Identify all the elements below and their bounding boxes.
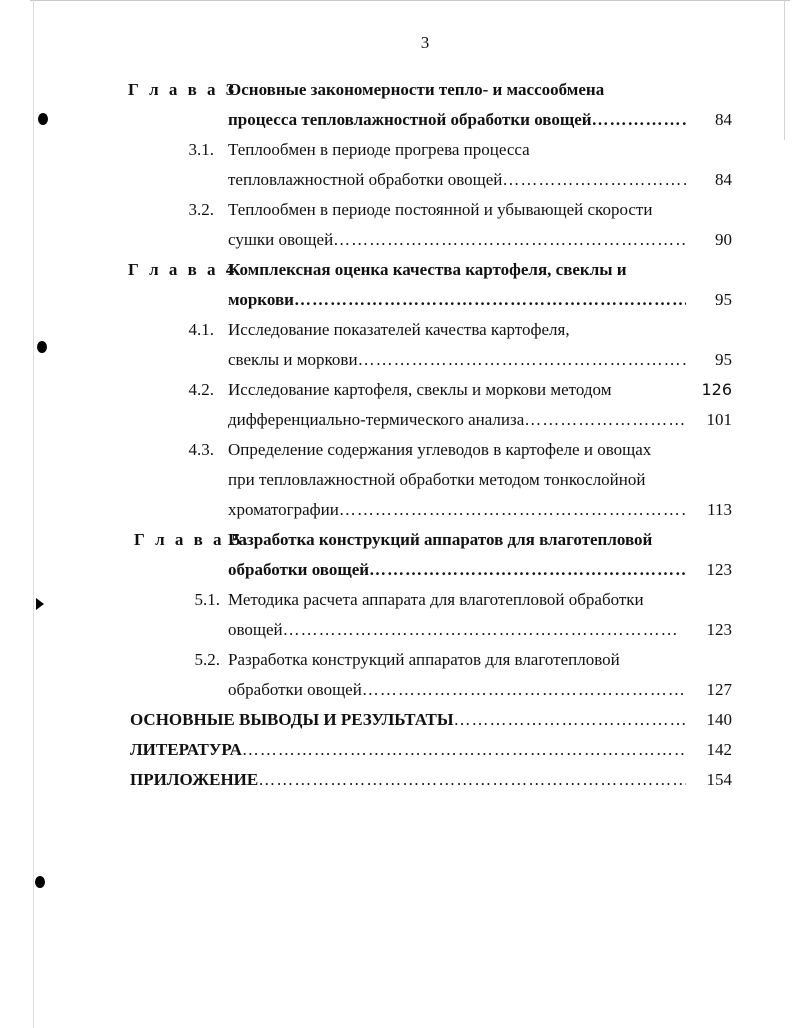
leader-dots bbox=[294, 288, 686, 312]
chapter-5-page: 123 bbox=[706, 560, 732, 579]
section-3-2-page: 90 bbox=[715, 230, 732, 249]
toc-appendix-page: 154 bbox=[706, 770, 732, 789]
section-5-2-number: 5.2. bbox=[194, 650, 220, 669]
section-5-2-title-line2: обработки овощей ………………………………………………………………………………………………………………………………………………………………………………………………………………… bbox=[228, 678, 686, 702]
section-3-1-number: 3.1. bbox=[188, 140, 214, 159]
section-4-2-title-line1: Исследование картофеля, свеклы и моркови методом bbox=[228, 380, 612, 399]
chapter-4-title-line2: моркови ………………………………………………………………………………………………………………………………………………………………………………………………………………… bbox=[228, 288, 686, 312]
section-4-2-number: 4.2. bbox=[188, 380, 214, 399]
scan-top-edge bbox=[30, 0, 790, 1]
scan-left-edge bbox=[33, 0, 34, 1028]
chapter-4-title-line1: Комплексная оценка качества картофеля, свеклы и bbox=[228, 260, 627, 279]
section-4-1-title-line1: Исследование показателей качества картофеля, bbox=[228, 320, 570, 339]
chapter-4-label: Г л а в а 4 bbox=[128, 260, 238, 279]
section-4-3-title-line1: Определение содержания углеводов в картофеле и овощах bbox=[228, 440, 652, 459]
section-3-1-title-line2: тепловлажностной обработки овощей ………………………………………………………………………………………………………………………………………………………………………………………………………………… bbox=[228, 168, 686, 192]
chapter-3-page: 84 bbox=[715, 110, 732, 129]
section-4-3-page: 113 bbox=[707, 500, 732, 519]
section-5-2-page: 127 bbox=[706, 680, 732, 699]
section-4-3-number: 4.3. bbox=[188, 440, 214, 459]
section-4-1-page: 95 bbox=[715, 350, 732, 369]
chapter-5-title-line1: Разработка конструкций аппаратов для влаготепловой bbox=[228, 530, 653, 549]
chapter-5-label: Г л а в а 5. bbox=[134, 530, 251, 549]
section-3-2-number: 3.2. bbox=[188, 200, 214, 219]
section-4-3-title-line2: при тепловлажностной обработки методом тонкослойной bbox=[228, 470, 646, 489]
leader-dots bbox=[333, 228, 686, 252]
leader-dots bbox=[362, 678, 686, 702]
toc-literature: ЛИТЕРАТУРА ………………………………………………………………………………………………………………………………………………………………………………………………………………… bbox=[130, 738, 686, 762]
section-4-2-page-handwritten: 126 bbox=[701, 380, 732, 399]
binder-hole-mark bbox=[35, 876, 45, 888]
binder-hole-mark bbox=[36, 598, 44, 610]
binder-hole-mark bbox=[37, 341, 47, 353]
section-5-1-title-line2: овощей ………………………………………………………………………………………………………………………………………………………………………………………………………………… bbox=[228, 618, 680, 642]
chapter-5-title-line2: обработки овощей ………………………………………………………………………………………………………………………………………………………………………………………………………………… bbox=[228, 558, 686, 582]
chapter-3-title-line2: процесса тепловлажностной обработки овощей ………………………………………………………………………………………………………………………………………………………………………………………………………………… bbox=[228, 108, 686, 132]
section-3-1-page: 84 bbox=[715, 170, 732, 189]
section-5-1-number: 5.1. bbox=[194, 590, 220, 609]
section-4-2-page: 101 bbox=[706, 410, 732, 429]
page-number: 3 bbox=[420, 33, 430, 52]
toc-conclusions-page: 140 bbox=[706, 710, 732, 729]
binder-hole-mark bbox=[38, 113, 48, 125]
scan-right-edge bbox=[784, 0, 785, 140]
leader-dots bbox=[369, 558, 686, 582]
toc-conclusions: ОСНОВНЫЕ ВЫВОДЫ И РЕЗУЛЬТАТЫ ………………………………………………………………………………………………………………………………………………………………………………………………………………… bbox=[130, 708, 686, 732]
section-5-1-title-line1: Методика расчета аппарата для влаготепловой обработки bbox=[228, 590, 644, 609]
leader-dots bbox=[258, 768, 686, 792]
leader-dots bbox=[242, 738, 686, 762]
leader-dots bbox=[524, 408, 686, 432]
chapter-3-label: Г л а в а 3 bbox=[128, 80, 238, 99]
section-4-1-number: 4.1. bbox=[188, 320, 214, 339]
section-4-2-title-line2: дифференциально-термического анализа ………………………………………………………………………………………………………………………………………………………………………………………………………………… bbox=[228, 408, 686, 432]
section-4-3-title-line3: хроматографии ………………………………………………………………………………………………………………………………………………………………………………………………………………… bbox=[228, 498, 686, 522]
section-5-1-page: 123 bbox=[706, 620, 732, 639]
toc-appendix: ПРИЛОЖЕНИЕ ………………………………………………………………………………………………………………………………………………………………………………………………………………… bbox=[130, 768, 686, 792]
leader-dots bbox=[283, 618, 680, 642]
leader-dots bbox=[339, 498, 686, 522]
section-3-2-title-line1: Теплообмен в периоде постоянной и убывающей скорости bbox=[228, 200, 653, 219]
section-5-2-title-line1: Разработка конструкций аппаратов для влаготепловой bbox=[228, 650, 620, 669]
section-4-1-title-line2: свеклы и моркови ………………………………………………………………………………………………………………………………………………………………………………………………………………… bbox=[228, 348, 686, 372]
chapter-4-page: 95 bbox=[715, 290, 732, 309]
leader-dots bbox=[358, 348, 686, 372]
toc-literature-page: 142 bbox=[706, 740, 732, 759]
leader-dots bbox=[454, 708, 686, 732]
chapter-3-title-line1: Основные закономерности тепло- и массообмена bbox=[228, 80, 605, 99]
section-3-2-title-line2: сушки овощей ………………………………………………………………………………………………………………………………………………………………………………………………………………… bbox=[228, 228, 686, 252]
section-3-1-title-line1: Теплообмен в периоде прогрева процесса bbox=[228, 140, 530, 159]
leader-dots bbox=[502, 168, 686, 192]
